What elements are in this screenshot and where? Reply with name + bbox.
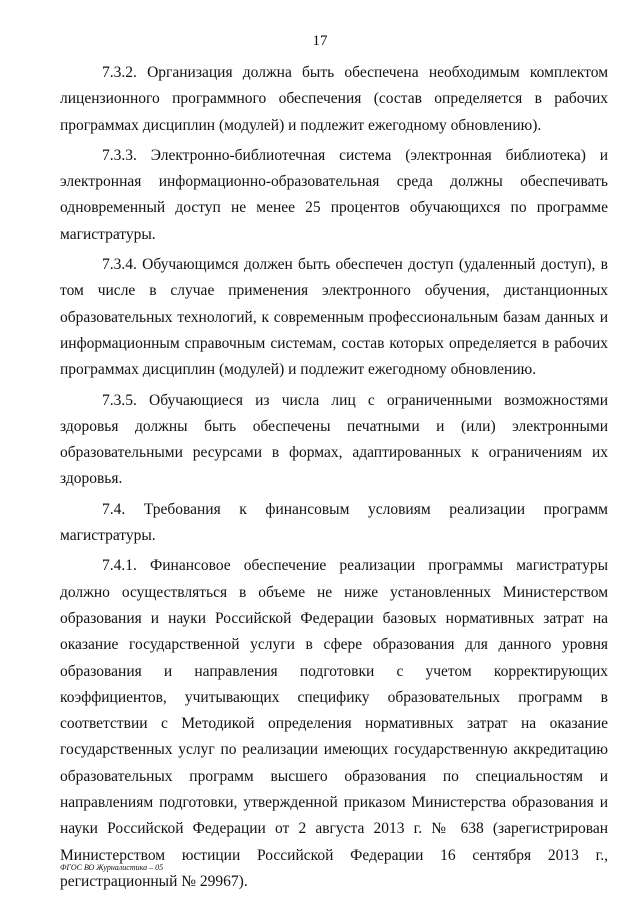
paragraph-7-3-2: 7.3.2. Организация должна быть обеспечена необходимым комплектом лицензионного программного обеспечения (состав определяется в рабочих программах дисциплин (модулей) и подлежит ежегодному обновлению). [60, 64, 608, 134]
paragraph-7-3-3: 7.3.3. Электронно-библиотечная система (электронная библиотека) и электронная информационно-образовательная среда должны обеспечивать одновременный доступ не менее 25 процентов обучающихся по программе магистратуры. [60, 146, 608, 243]
paragraph-7-3-5: 7.3.5. Обучающиеся из числа лиц с ограниченными возможностями здоровья должны быть обеспечены печатными и (или) электронными образовательными ресурсами в формах, адаптированных к ограничениям их здоровья. [60, 391, 608, 488]
page-number: 17 [312, 33, 328, 49]
document-body [60, 60, 608, 895]
footer-note: ФГОС ВО Журналистика – 05 [60, 863, 164, 872]
paragraph-7-4-heading: 7.4. Требования к финансовым условиям реализации программ магистратуры. [60, 500, 608, 545]
paragraph-7-4-1: 7.4.1. Финансовое обеспечение реализации программы магистратуры должно осуществляться в объеме не ниже установленных Министерством образования и науки Российской Федерации базовых нормативных затрат на оказание государственной услуги в сфере образования для данного уровня образования и направления подготовки с учетом корректирующих коэффициентов, учитывающих специфику образовательных программ в соответствии с Методикой определения нормативных затрат на оказание государственных услуг по реализации имеющих государственную аккредитацию образовательных программ высшего образования по специальностям и направлениям подготовки, утвержденной приказом Министерства образования и науки Российской Федерации от 2 августа 2013 г. № 638 (зарегистрирован Министерством юстиции Российской Федерации 16 сентября 2013 г., регистрационный № 29967). [60, 557, 608, 890]
paragraph-7-3-4: 7.3.4. Обучающимся должен быть обеспечен доступ (удаленный доступ), в том числе в случае применения электронного обучения, дистанционных образовательных технологий, к современным профессиональным базам данных и информационным справочным системам, состав которых определяется в рабочих программах дисциплин (модулей) и подлежит ежегодному обновлению. [60, 256, 608, 379]
